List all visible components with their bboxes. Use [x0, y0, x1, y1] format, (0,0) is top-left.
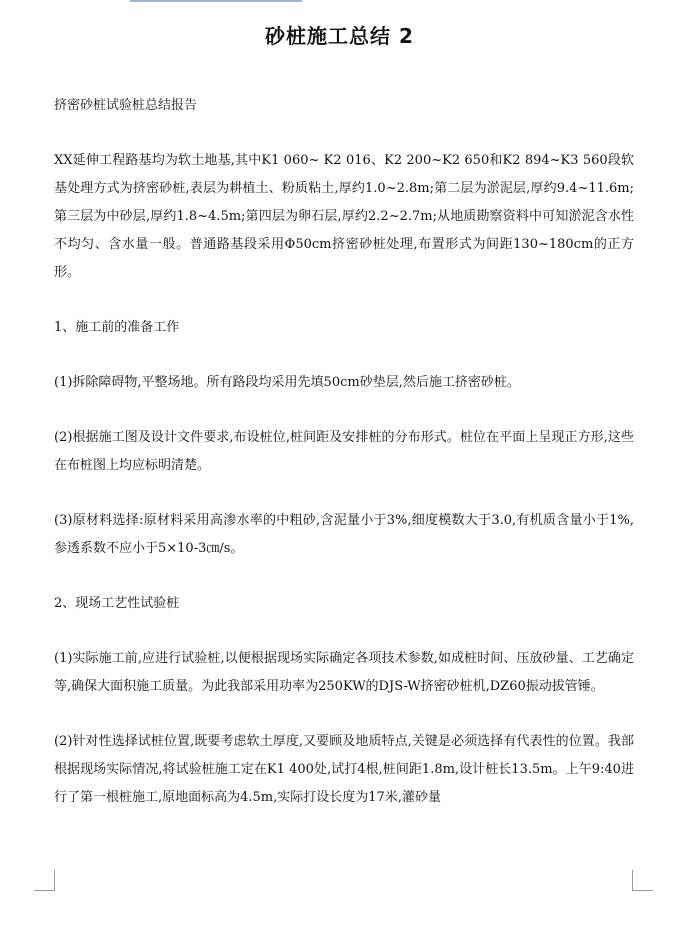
- paragraph-1-3: (3)原材料选择:原材料采用高渗水率的中粗砂,含泥量小于3%,细度模数大于3.0,有机质含量小于1%,参透系数不应小于5×10-3㎝/s。: [54, 513, 634, 556]
- paragraph-subtitle: 挤密砂桩试验桩总结报告: [54, 98, 198, 113]
- paragraph-1-2: (2)根据施工图及设计文件要求,布设桩位,桩间距及安排桩的分布形式。桩位在平面上呈现正方形,这些在布桩图上均应标明清楚。: [54, 430, 634, 473]
- paragraph-intro: XX延伸工程路基均为软土地基,其中K1 060~ K2 016、K2 200~K2 650和K2 894~K3 560段软基处理方式为挤密砂桩,表层为耕植土、粉质粘土,厚约1.0~2.8m;第二层为淤泥层,厚约9.4~11.6m;第三层为中砂层,厚约1.8~4.5m;第四层为卵石层,厚约2.2~2.7m;从地质勘察资料中可知淤泥含水性不均匀、含水量一般。普通路基段采用Φ50cm挤密砂桩处理,布置形式为间距130~180cm的正方形。: [54, 153, 634, 280]
- heading-section-1: 1、施工前的准备工作: [54, 320, 180, 335]
- document-body: [54, 92, 634, 839]
- paragraph-2-1: (1)实际施工前,应进行试验桩,以便根据现场实际确定各项技术参数,如成桩时间、压放砂量、工艺确定等,确保大面积施工质量。为此我部采用功率为250KW的DJS-W挤密砂桩机,DZ60振动拔管锤。: [54, 651, 634, 694]
- margin-corner-bottom-left: [34, 870, 55, 891]
- heading-section-2: 2、现场工艺性试验桩: [54, 596, 180, 611]
- margin-corner-bottom-right: [632, 870, 653, 891]
- paragraph-1-1: (1)拆除障碍物,平整场地。所有路段均采用先填50cm砂垫层,然后施工挤密砂桩。: [54, 375, 520, 390]
- paragraph-2-2: (2)针对性选择试桩位置,既要考虑软土厚度,又要顾及地质特点,关键是必须选择有代表性的位置。我部根据现场实际情况,将试验桩施工定在K1 400处,试打4根,桩间距1.8m,设计桩长13.5m。上午9:40进行了第一根桩施工,原地面标高为4.5m,实际打设长度为17米,灌砂量: [54, 734, 634, 805]
- page-title: 砂桩施工总结 2: [265, 24, 414, 48]
